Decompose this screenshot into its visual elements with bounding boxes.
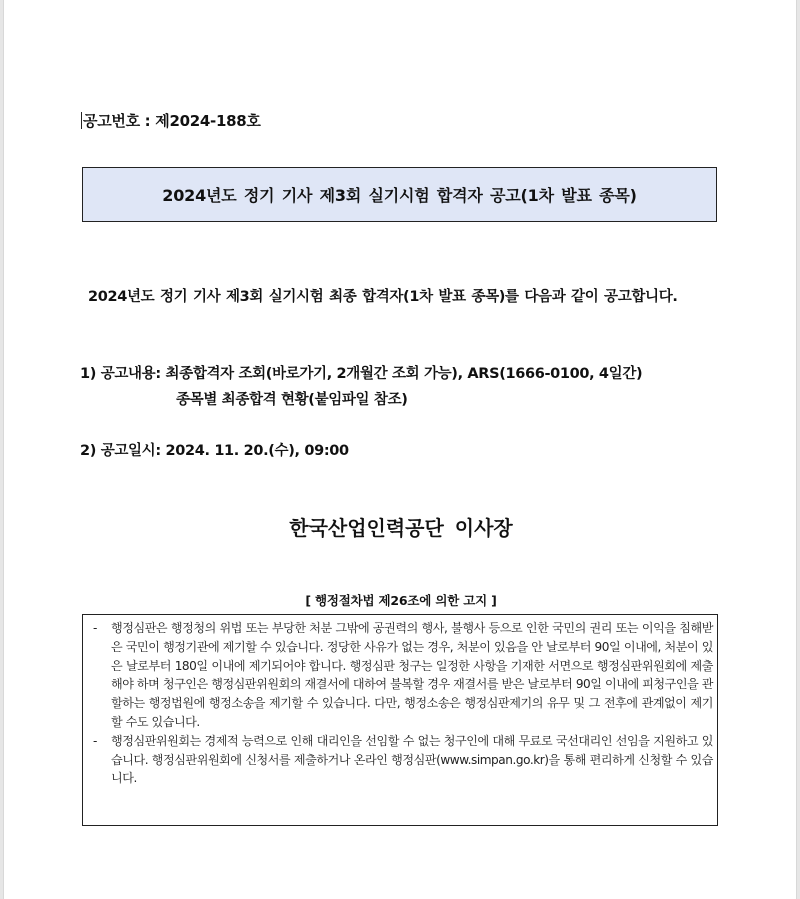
bullet-dash: - xyxy=(93,621,97,635)
item-notice-content-line2: 종목별 최종합격 현황(붙임파일 참조) xyxy=(176,392,408,408)
intro-text: 2024년도 정기 기사 제3회 실기시험 최종 합격자(1차 발표 종목)를 다음과 같이 공고합니다. xyxy=(88,289,678,305)
notice-number-text: 공고번호 : 제2024-188호 xyxy=(83,112,261,130)
item-value: 2024. 11. 20.(수), 09:00 xyxy=(165,443,349,459)
legal-paragraph-text: 행정심판위원회는 경제적 능력으로 인해 대리인을 선임할 수 없는 청구인에 대해 무료로 국선대리인 선임을 지원하고 있습니다. 행정심판위원회에 신청서를 제출하거나 온라인 행정심판(www.simpan.go.kr)을 통해 편리하게 신청할 수 있습니다. xyxy=(111,733,713,786)
legal-paragraph xyxy=(91,619,713,732)
legal-notice-heading: [ 행정절차법 제26조에 의한 고지 ] xyxy=(305,593,497,608)
item-notice-date xyxy=(80,439,349,460)
issuer: 한국산업인력공단 이사장 xyxy=(289,516,513,540)
legal-paragraph-text: 행정심판은 행정청의 위법 또는 부당한 처분 그밖에 공권력의 행사, 불행사 등으로 인한 국민의 권리 또는 이익을 침해받은 국민이 행정기관에 제기할 수 있습니다. 정당한 사유가 없는 경우, 처분이 있음을 안 날로부터 90일 이내에, 처분이 있은 날로부터 180일 이내에 제기되어야 합니다. 행정심판 청구는 일정한 사항을 기재한 서면으로 행정심판위원회에 제출해야 하며 청구인은 행정심판위원회의 재결서에 대하여 불복할 경우 재결서를 받은 날로부터 90일 이내에 피청구인을 관할하는 행정법원에 행정소송을 제기할 수 있습니다. 다만, 행정소송은 행정심판제기의 유무 및 그 전후에 관계없이 제기할 수도 있습니다. xyxy=(111,621,713,729)
item-value: 최종합격자 조회(바로가기, 2개월간 조회 가능), ARS(1666-0100, 4일간) xyxy=(165,366,643,382)
text-cursor xyxy=(81,112,82,129)
legal-notice-box xyxy=(82,614,718,826)
document-page xyxy=(3,0,797,899)
legal-paragraph xyxy=(91,732,713,788)
item-label: 1) 공고내용: xyxy=(80,366,161,382)
notice-number xyxy=(81,110,261,131)
item-label: 2) 공고일시: xyxy=(80,443,161,459)
title-box xyxy=(82,167,717,222)
item-notice-content xyxy=(80,362,642,383)
notice-title: 2024년도 정기 기사 제3회 실기시험 합격자 공고(1차 발표 종목) xyxy=(162,186,637,205)
bullet-dash: - xyxy=(93,733,97,748)
